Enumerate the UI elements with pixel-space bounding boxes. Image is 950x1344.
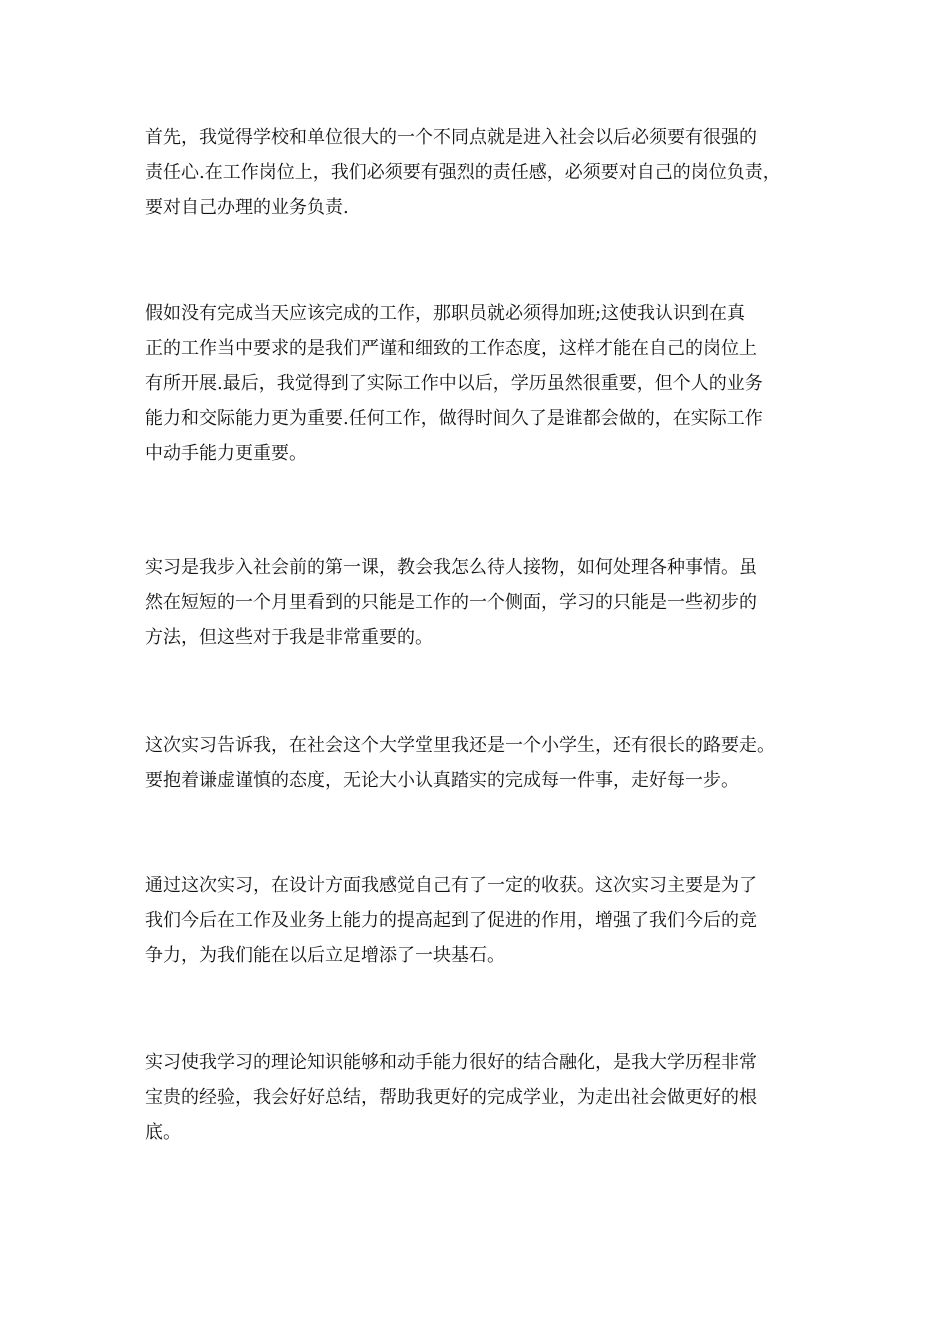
- paragraph-line: 能力和交际能力更为重要.任何工作，做得时间久了是谁都会做的，在实际工作: [145, 408, 763, 429]
- paragraph-6: [145, 1045, 825, 1150]
- paragraph-line: 要对自己办理的业务负责.: [145, 197, 349, 218]
- paragraph-line: 首先，我觉得学校和单位很大的一个不同点就是进入社会以后必须要有很强的: [145, 127, 757, 148]
- paragraph-2: [145, 296, 825, 471]
- paragraph-5: [145, 868, 825, 973]
- paragraph-3: [145, 550, 825, 655]
- paragraph-line: 要抱着谦虚谨慎的态度，无论大小认真踏实的完成每一件事，走好每一步。: [145, 770, 739, 791]
- paragraph-line: 正的工作当中要求的是我们严谨和细致的工作态度，这样才能在自己的岗位上: [145, 338, 757, 359]
- paragraph-line: 宝贵的经验，我会好好总结，帮助我更好的完成学业，为走出社会做更好的根: [145, 1087, 757, 1108]
- paragraph-line: 我们今后在工作及业务上能力的提高起到了促进的作用，增强了我们今后的竞: [145, 910, 757, 931]
- paragraph-line: 中动手能力更重要。: [145, 443, 307, 464]
- paragraph-4: [145, 728, 825, 798]
- paragraph-line: 这次实习告诉我，在社会这个大学堂里我还是一个小学生，还有很长的路要走。: [145, 735, 775, 756]
- paragraph-line: 责任心.在工作岗位上，我们必须要有强烈的责任感，必须要对自己的岗位负责，: [145, 162, 781, 183]
- paragraph-line: 方法，但这些对于我是非常重要的。: [145, 627, 433, 648]
- paragraph-line: 假如没有完成当天应该完成的工作，那职员就必须得加班;这使我认识到在真: [145, 303, 746, 324]
- paragraph-line: 实习是我步入社会前的第一课，教会我怎么待人接物，如何处理各种事情。虽: [145, 557, 757, 578]
- paragraph-line: 有所开展.最后，我觉得到了实际工作中以后，学历虽然很重要，但个人的业务: [145, 373, 763, 394]
- paragraph-line: 争力，为我们能在以后立足增添了一块基石。: [145, 945, 505, 966]
- paragraph-line: 底。: [145, 1122, 181, 1143]
- paragraph-line: 通过这次实习，在设计方面我感觉自己有了一定的收获。这次实习主要是为了: [145, 875, 757, 896]
- paragraph-line: 实习使我学习的理论知识能够和动手能力很好的结合融化，是我大学历程非常: [145, 1052, 757, 1073]
- paragraph-1: [145, 120, 825, 225]
- paragraph-line: 然在短短的一个月里看到的只能是工作的一个侧面，学习的只能是一些初步的: [145, 592, 757, 613]
